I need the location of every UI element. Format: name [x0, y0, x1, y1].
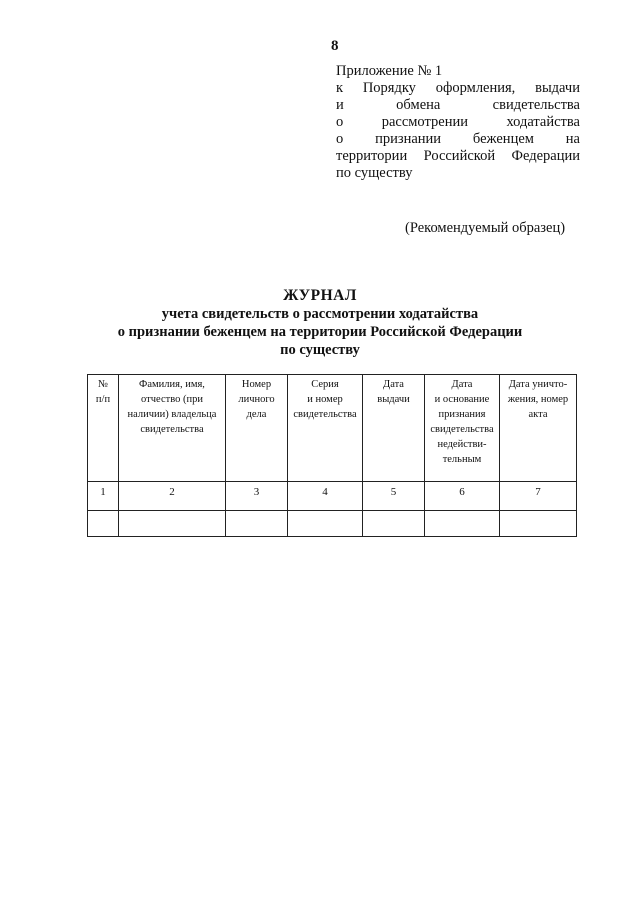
appendix-word: на: [565, 131, 580, 147]
header-cell-invalidation: [425, 375, 500, 482]
header-line: дела: [246, 409, 267, 420]
column-number-cell: 1: [88, 482, 119, 511]
header-line: п/п: [95, 394, 111, 405]
empty-cell: [226, 511, 288, 537]
empty-cell: [288, 511, 363, 537]
header-line: акта: [528, 409, 548, 420]
header-line: личного: [238, 394, 275, 405]
header-line: выдачи: [377, 394, 410, 405]
header-line: Дата: [383, 379, 404, 390]
header-cell-case-number: [226, 375, 288, 482]
appendix-word: оформления,: [435, 80, 516, 96]
column-number-cell: 6: [425, 482, 500, 511]
appendix-word: рассмотрении: [381, 114, 468, 130]
header-line: свидетельства: [430, 424, 494, 435]
header-line: свидетельства: [293, 409, 357, 420]
column-number-cell: 4: [288, 482, 363, 511]
header-line: Дата: [451, 379, 473, 390]
appendix-word: ходатайства: [506, 114, 580, 130]
column-number-cell: 7: [500, 482, 577, 511]
header-line: отчество (при: [141, 394, 203, 405]
header-cell-no: [88, 375, 119, 482]
appendix-word: Федерации: [511, 148, 580, 164]
header-line: и основание: [434, 394, 490, 405]
appendix-word: Порядку: [362, 80, 416, 96]
appendix-word: о: [336, 131, 344, 147]
empty-cell: [119, 511, 226, 537]
journal-title: ЖУРНАЛ: [283, 287, 357, 304]
appendix-word: выдачи: [535, 80, 580, 96]
appendix-line: [336, 97, 580, 114]
appendix-line: [336, 148, 580, 165]
journal-subtitle-line: учета свидетельств о рассмотрении ходатайства: [161, 306, 479, 322]
appendix-line: [336, 131, 580, 148]
appendix-block: [336, 63, 580, 182]
empty-cell: [363, 511, 425, 537]
table-empty-row: [88, 511, 577, 537]
header-cell-full-name: [119, 375, 226, 482]
sample-note: (Рекомендуемый образец): [405, 220, 566, 236]
page-number: 8: [331, 38, 339, 54]
appendix-word: к: [336, 80, 344, 96]
empty-cell: [500, 511, 577, 537]
column-number-cell: 2: [119, 482, 226, 511]
header-line: свидетельства: [140, 424, 204, 435]
appendix-word: и: [336, 97, 344, 113]
appendix-line: [336, 114, 580, 131]
header-line: №: [97, 379, 109, 390]
appendix-word: Приложение № 1: [336, 63, 443, 79]
journal-subtitle-line: о признании беженцем на территории Российской Федерации: [117, 324, 523, 340]
header-line: недействи-: [437, 439, 487, 450]
appendix-word: признании: [375, 131, 442, 147]
journal-table: [87, 374, 577, 537]
header-cell-series-number: [288, 375, 363, 482]
appendix-line: [336, 80, 580, 97]
header-line: и номер: [307, 394, 343, 405]
appendix-word: обмена: [396, 97, 441, 113]
journal-subtitle-line: по существу: [280, 342, 360, 358]
appendix-word: свидетельства: [492, 97, 580, 113]
header-line: наличии) владельца: [127, 409, 217, 420]
header-line: Номер: [241, 379, 272, 390]
header-line: тельным: [442, 454, 482, 465]
column-number-cell: 3: [226, 482, 288, 511]
column-number-cell: 5: [363, 482, 425, 511]
appendix-word: территории: [336, 148, 408, 164]
header-cell-issue-date: [363, 375, 425, 482]
column-number-row: [88, 482, 577, 511]
header-line: Фамилия, имя,: [139, 379, 205, 390]
empty-cell: [425, 511, 500, 537]
appendix-word: по существу: [336, 165, 413, 181]
header-cell-destruction: [500, 375, 577, 482]
appendix-word: Российской: [423, 148, 496, 164]
appendix-line: [336, 63, 580, 80]
header-line: жения, номер: [507, 394, 569, 405]
header-line: Серия: [311, 379, 339, 390]
appendix-line: [336, 165, 580, 182]
header-line: Дата уничто-: [508, 379, 568, 390]
appendix-word: беженцем: [472, 131, 534, 147]
header-line: признания: [438, 409, 486, 420]
table-header-row: [88, 375, 577, 482]
appendix-word: о: [336, 114, 344, 130]
journal-title-block: [60, 287, 580, 359]
empty-cell: [88, 511, 119, 537]
